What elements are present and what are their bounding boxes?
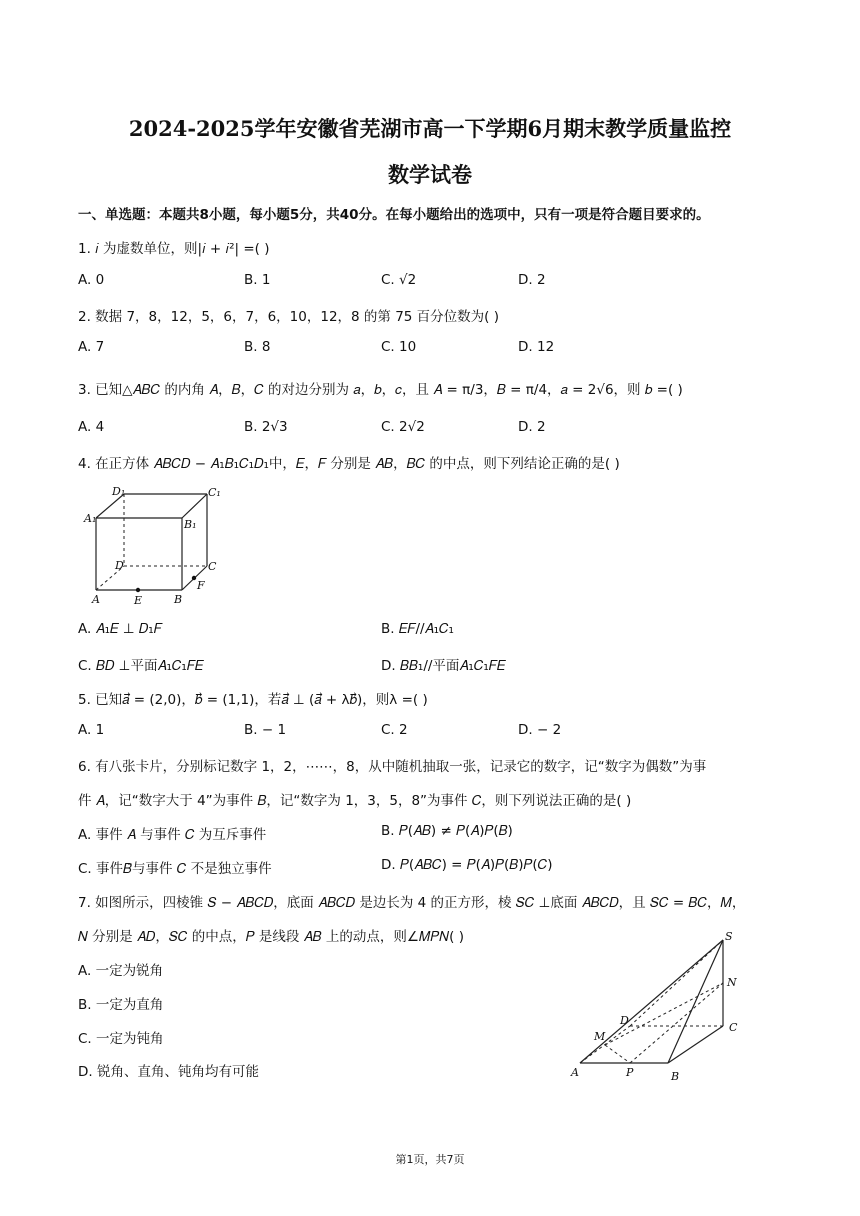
q5-option-a: A. 1 <box>78 722 105 738</box>
label-a: A <box>571 1066 579 1079</box>
point-f <box>192 576 196 580</box>
q7-option-b: B. 一定为直角 <box>78 997 164 1013</box>
q1-option-b: B. 1 <box>244 272 271 288</box>
pyramid-figure <box>568 928 748 1086</box>
document-subtitle: 数学试卷 <box>388 162 472 187</box>
question-6-stem-line-1: 6. 有八张卡片，分别标记数字 1，2，⋯⋯，8，从中随机抽取一张，记录它的数字，记“数字为偶数”为事 <box>78 759 707 775</box>
q2-option-c: C. 10 <box>381 339 417 355</box>
label-c: C <box>208 560 217 573</box>
label-e: E <box>134 594 143 607</box>
q7-option-a: A. 一定为锐角 <box>78 963 164 979</box>
q1-option-d: D. 2 <box>518 272 546 288</box>
q6-option-a: A. 事件 𝐴 与事件 𝐶 为互斥事件 <box>78 827 267 843</box>
q3-option-b: B. 2√3 <box>244 419 288 435</box>
label-d1: D₁ <box>112 485 126 498</box>
label-m: M <box>594 1030 606 1043</box>
label-b: B <box>174 593 183 606</box>
q4-option-b: B. 𝐸𝐹//𝐴₁𝐶₁ <box>381 621 454 637</box>
q1-option-c: C. √2 <box>381 272 417 288</box>
label-a: A <box>92 593 100 606</box>
label-d: D <box>115 559 124 572</box>
label-n: N <box>727 976 737 989</box>
q2-option-a: A. 7 <box>78 339 105 355</box>
label-b1: B₁ <box>184 518 197 531</box>
question-7-stem-line-2: 𝑁 分别是 𝐴𝐷，𝑆𝐶 的中点，𝑃 是线段 𝐴𝐵 上的动点，则∠𝑀𝑃𝑁( ) <box>78 929 464 945</box>
q2-option-d: D. 12 <box>518 339 555 355</box>
question-6-stem-line-2: 件 𝐴，记“数字大于 4”为事件 𝐵，记“数字为 1，3，5，8”为事件 𝐶，则下列说法正确的是( ) <box>78 793 632 809</box>
label-f: F <box>197 579 205 592</box>
q6-option-c: C. 事件𝐵̄与事件 𝐶 不是独立事件 <box>78 861 272 877</box>
label-a1: A₁ <box>84 512 97 525</box>
question-3-stem: 3. 已知△𝐴𝐵𝐶 的内角 𝐴，𝐵，𝐶 的对边分别为 𝑎，𝑏，𝑐，且 𝐴 = π/3，𝐵 = π/4，𝑎 = 2√6，则 𝑏 =( ) <box>78 382 683 398</box>
section-heading: 一、单选题：本题共8小题，每小题5分，共40分。在每小题给出的选项中，只有一项是符合题目要求的。 <box>78 207 710 223</box>
label-b: B <box>671 1070 680 1083</box>
q1-option-a: A. 0 <box>78 272 105 288</box>
page-footer: 第1页，共7页 <box>395 1153 465 1166</box>
label-d: D <box>620 1014 629 1027</box>
question-2-stem: 2. 数据 7，8，12，5，6，7，6，10，12，8 的第 75 百分位数为( ) <box>78 309 499 325</box>
cube-figure <box>84 484 221 610</box>
question-4-stem: 4. 在正方体 𝐴𝐵𝐶𝐷 − 𝐴₁𝐵₁𝐶₁𝐷₁中，𝐸，𝐹 分别是 𝐴𝐵，𝐵𝐶 的中点，则下列结论正确的是( ) <box>78 456 620 472</box>
q3-option-a: A. 4 <box>78 419 105 435</box>
point-e <box>136 588 140 592</box>
label-c: C <box>729 1021 738 1034</box>
q5-option-d: D. − 2 <box>518 722 562 738</box>
q4-option-d: D. 𝐵𝐵₁//平面𝐴₁𝐶₁𝐹𝐸 <box>381 658 506 674</box>
question-1-stem: 1. 𝑖 为虚数单位，则|𝑖 + 𝑖²| =( ) <box>78 241 270 257</box>
q6-option-b: B. 𝑃(𝐴𝐵) ≠ 𝑃(𝐴)𝑃(𝐵) <box>381 823 513 839</box>
label-c1: C₁ <box>208 486 221 499</box>
document-title: 2024-2025学年安徽省芜湖市高一下学期6月期末教学质量监控 <box>128 116 732 141</box>
question-7-stem-line-1: 7. 如图所示，四棱锥 𝑆 − 𝐴𝐵𝐶𝐷，底面 𝐴𝐵𝐶𝐷 是边长为 4 的正方形，棱 𝑆𝐶 ⊥底面 𝐴𝐵𝐶𝐷，且 𝑆𝐶 = 𝐵𝐶，𝑀， <box>78 895 746 911</box>
q7-option-d: D. 锐角、直角、钝角均有可能 <box>78 1064 259 1080</box>
q4-option-a: A. 𝐴₁𝐸 ⊥ 𝐷₁𝐹 <box>78 621 162 637</box>
q6-option-d: D. 𝑃(𝐴𝐵𝐶) = 𝑃(𝐴)𝑃(𝐵)𝑃(𝐶) <box>381 857 553 873</box>
q5-option-b: B. − 1 <box>244 722 287 738</box>
q4-option-c: C. 𝐵𝐷 ⊥平面𝐴₁𝐶₁𝐹𝐸 <box>78 658 204 674</box>
label-p: P <box>626 1066 634 1079</box>
q3-option-d: D. 2 <box>518 419 546 435</box>
question-5-stem: 5. 已知𝑎⃗ = (2,0)，𝑏⃗ = (1,1)，若𝑎⃗ ⊥ (𝑎⃗ + λ𝑏⃗)，则λ =( ) <box>78 692 428 708</box>
q7-option-c: C. 一定为钝角 <box>78 1031 164 1047</box>
q2-option-b: B. 8 <box>244 339 271 355</box>
label-s: S <box>725 930 733 943</box>
q5-option-c: C. 2 <box>381 722 408 738</box>
q3-option-c: C. 2√2 <box>381 419 425 435</box>
